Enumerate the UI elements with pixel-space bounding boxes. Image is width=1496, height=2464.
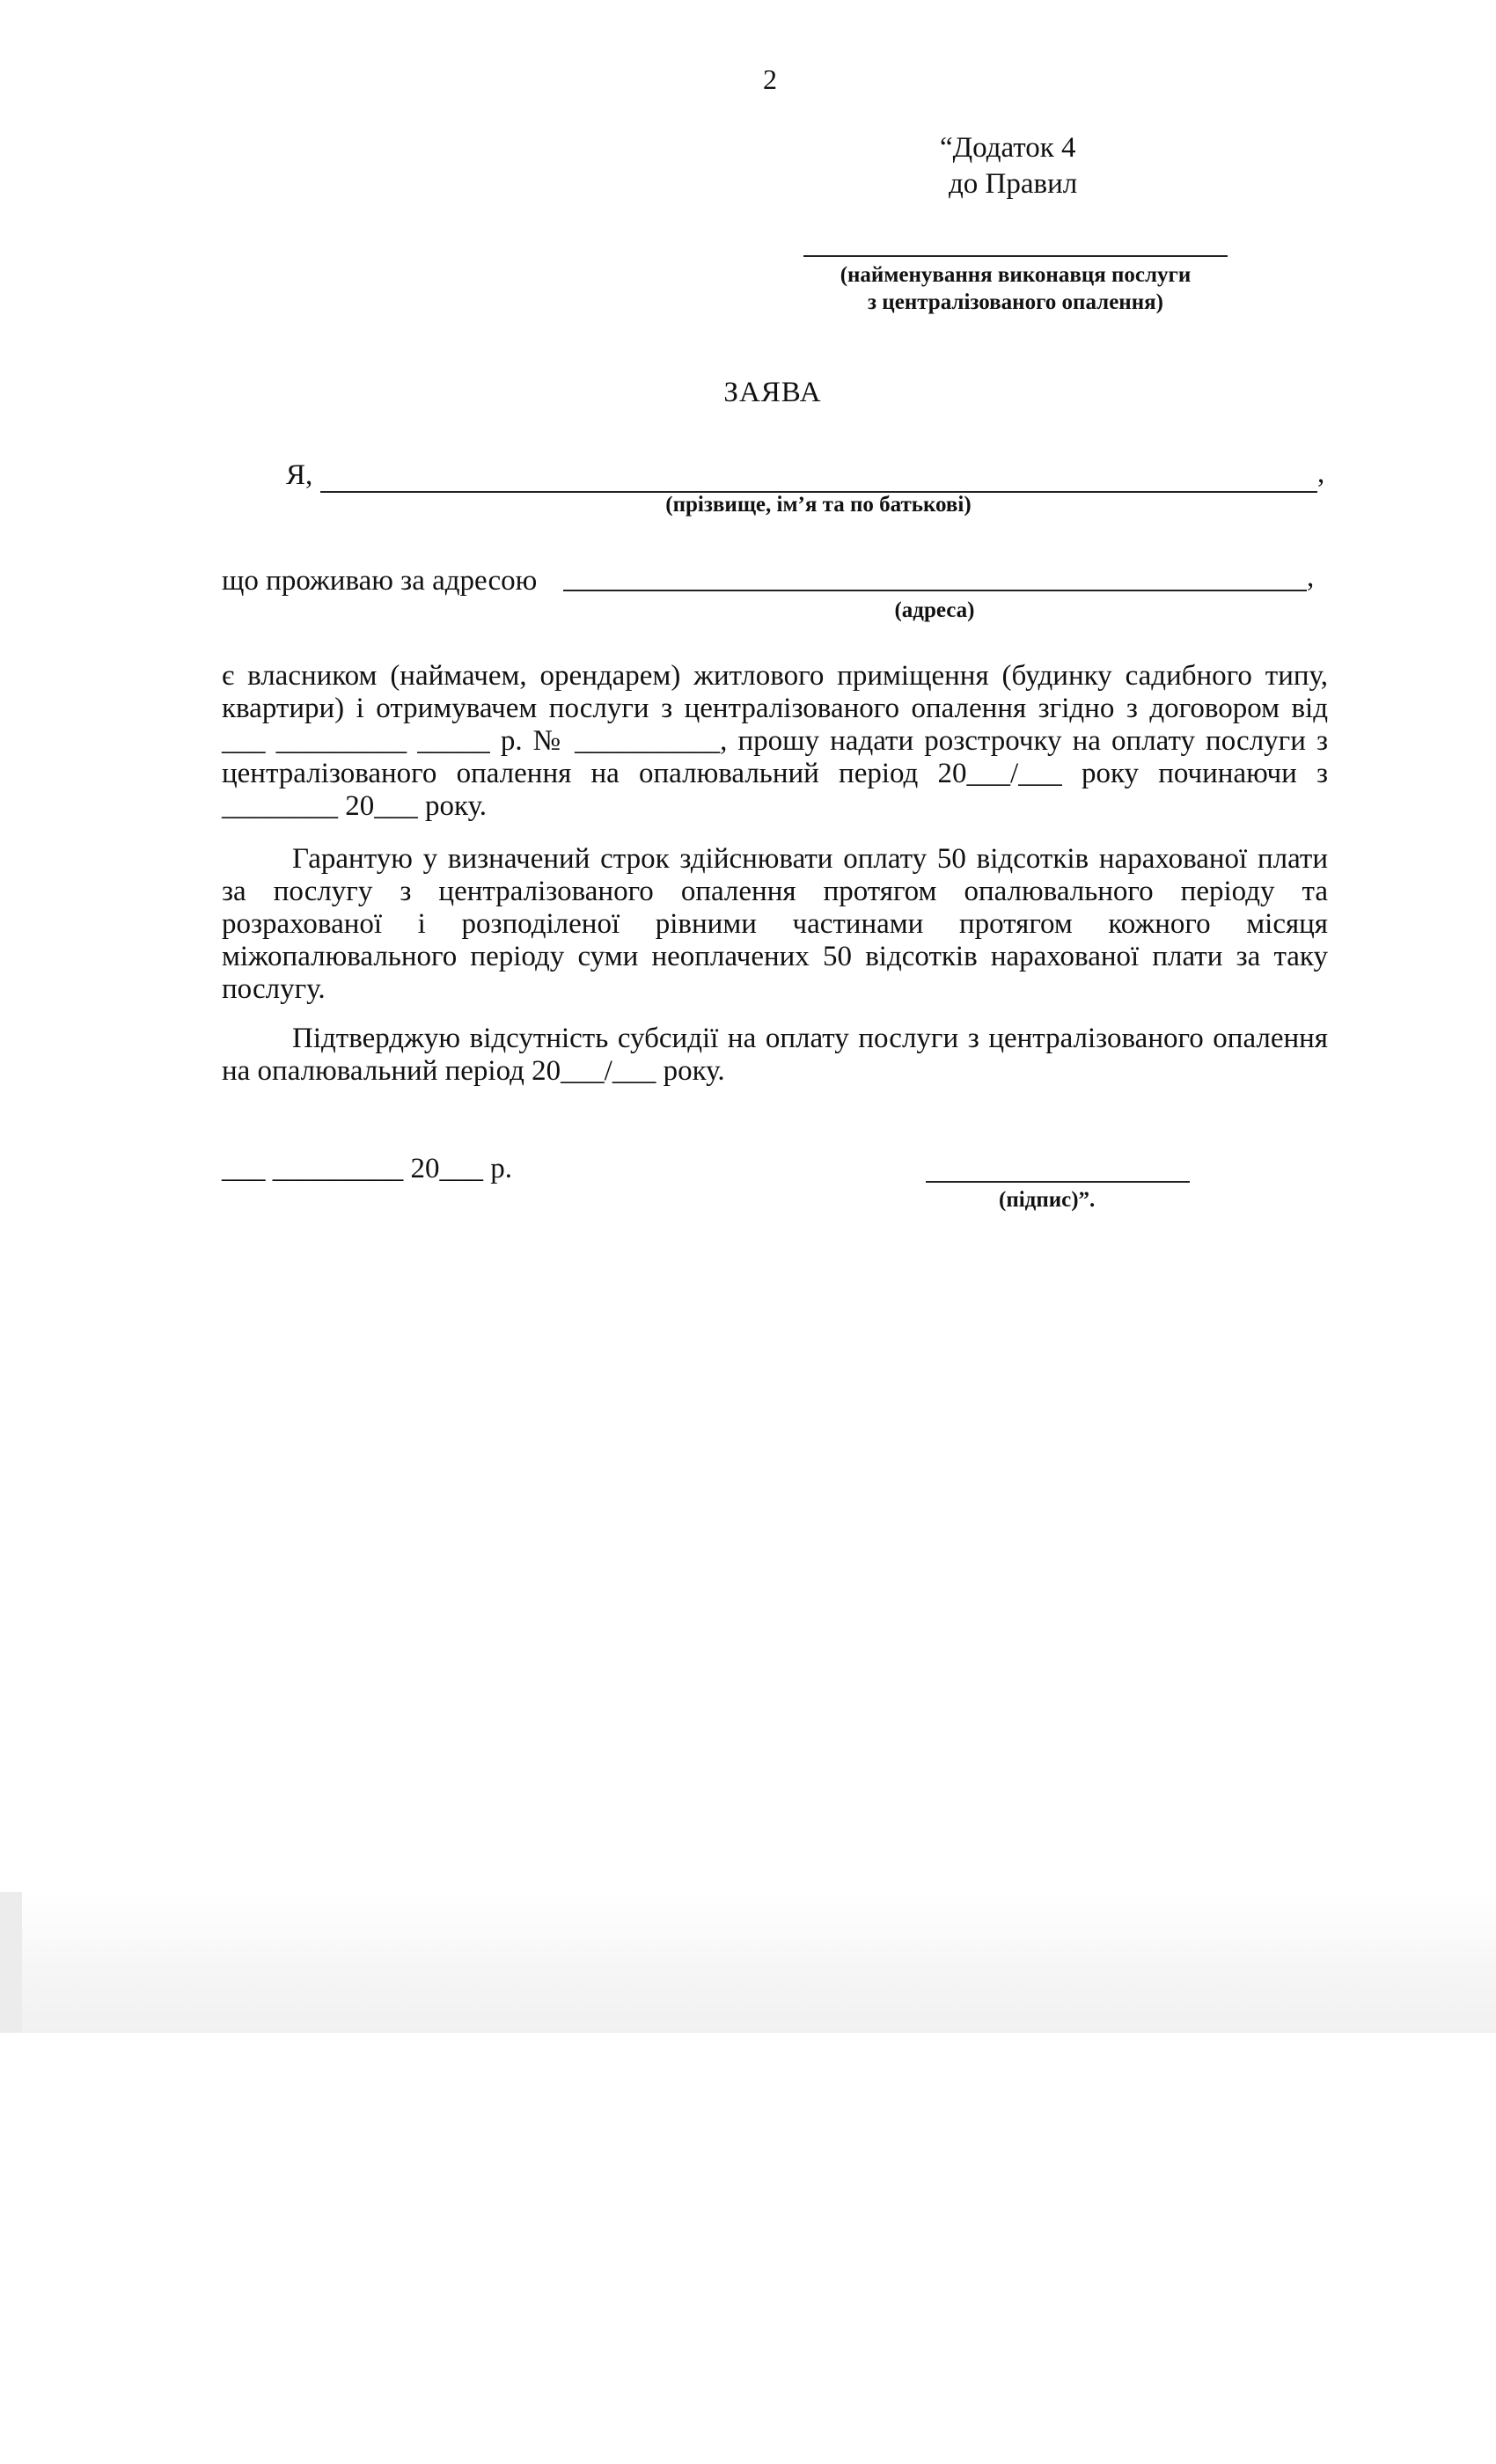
scan-edge-shadow	[0, 1892, 22, 2033]
paragraph-line: ________ 20___ року.	[222, 790, 488, 822]
name-line-suffix: ,	[1317, 458, 1325, 489]
address-line-prefix: що проживаю за адресою	[222, 565, 538, 597]
date-field[interactable]: ___ _________ 20___ р.	[222, 1153, 512, 1184]
executor-caption-line-2: з централізованого опалення)	[868, 290, 1163, 314]
document-title: ЗАЯВА	[723, 377, 822, 408]
executor-name-field[interactable]	[803, 255, 1228, 257]
signature-caption: (підпис)”.	[999, 1188, 1096, 1212]
paragraph-line: Гарантую у визначений строк здійснювати оплату 50 відсотків нарахованої плати	[292, 843, 1328, 875]
subsidy-confirmation-paragraph	[222, 1023, 1328, 1088]
paragraph-line: розрахованої і розподіленої рівними частинами протягом кожного місяця	[222, 908, 1328, 940]
appendix-header	[940, 130, 1077, 202]
executor-caption	[803, 261, 1228, 316]
page-number: 2	[763, 63, 777, 95]
paragraph-line: централізованого опалення на опалювальний період 20___/___ року починаючи з	[222, 758, 1328, 789]
full-name-caption: (прізвище, ім’я та по батькові)	[665, 493, 972, 517]
paragraph-line: за послугу з централізованого опалення протягом опалювального періоду та	[222, 876, 1328, 907]
executor-caption-line-1: (найменування виконавця послуги	[840, 263, 1192, 287]
paragraph-line: ___ _________ _____ р. № __________, прошу надати розстрочку на оплату послуги з	[222, 725, 1328, 757]
paragraph-line: є власником (наймачем, орендарем) житлового приміщення (будинку садибного типу,	[222, 660, 1328, 692]
address-line-suffix: ,	[1307, 561, 1315, 593]
paragraph-line: квартири) і отримувачем послуги з централізованого опалення згідно з договором від	[222, 693, 1328, 724]
address-field[interactable]	[563, 590, 1307, 591]
paragraph-line: послугу.	[222, 973, 326, 1005]
application-body-paragraph	[222, 660, 1328, 823]
signature-field[interactable]	[926, 1181, 1190, 1183]
address-caption: (адреса)	[894, 598, 975, 622]
paragraph-line: на опалювальний період 20___/___ року.	[222, 1055, 725, 1087]
guarantee-paragraph	[222, 843, 1328, 1006]
scan-shadow	[0, 1892, 1496, 2033]
name-line-prefix: Я,	[286, 459, 313, 491]
appendix-line-1: “Додаток 4	[940, 132, 1076, 164]
paragraph-line: міжопалювального періоду суми неоплачених 50 відсотків нарахованої плати за таку	[222, 941, 1328, 972]
appendix-line-2: до Правил	[949, 168, 1078, 200]
paragraph-line: Підтверджую відсутність субсидії на оплату послуги з централізованого опалення	[292, 1023, 1328, 1054]
